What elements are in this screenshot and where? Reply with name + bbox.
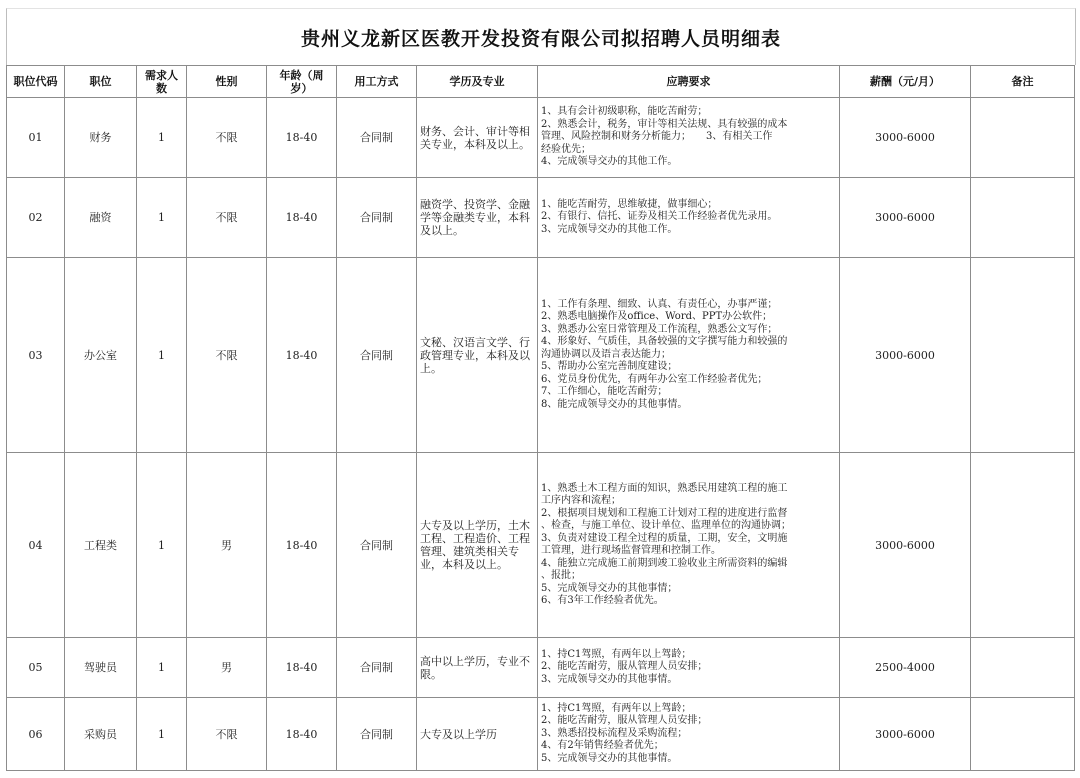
cell-education: 大专及以上学历，土木工程、工程造价、工程管理、建筑类相关专业，本科及以上。	[417, 453, 538, 638]
cell-count: 1	[137, 698, 187, 771]
cell-gender: 男	[187, 453, 267, 638]
cell-code: 05	[7, 638, 65, 698]
requirement-line: 8、能完成领导交办的其他事情。	[541, 398, 688, 410]
requirement-line: 、报批；	[541, 570, 581, 581]
cell-salary: 3000-6000	[840, 98, 971, 178]
header-requirements: 应聘要求	[538, 66, 840, 98]
requirement-line: 、检查，与施工单位、设计单位、监理单位的沟通协调；	[541, 520, 791, 531]
requirement-line: 管理、风险控制和财务分析能力； 3、有相关工作	[541, 131, 773, 143]
table-row	[7, 178, 1075, 258]
requirement-line: 1、熟悉土木工程方面的知识，熟悉民用建筑工程的施工	[541, 482, 788, 494]
cell-count: 1	[137, 638, 187, 698]
cell-gender: 不限	[187, 698, 267, 771]
requirement-line: 2、根据项目规划和工程施工计划对工程的进度进行监督	[541, 507, 788, 519]
cell-code: 02	[7, 178, 65, 258]
cell-remarks	[971, 178, 1075, 258]
cell-position: 财务	[65, 98, 137, 178]
cell-count: 1	[137, 453, 187, 638]
cell-gender: 不限	[187, 178, 267, 258]
cell-position: 驾驶员	[65, 638, 137, 698]
requirement-line: 工序内容和流程；	[541, 495, 621, 506]
cell-education: 高中以上学历，专业不限。	[417, 638, 538, 698]
cell-remarks	[971, 638, 1075, 698]
requirement-line: 4、完成领导交办的其他工作。	[541, 156, 678, 168]
table-row	[7, 698, 1075, 771]
recruitment-table	[6, 65, 1075, 771]
requirement-line: 沟通协调以及语言表达能力；	[541, 348, 671, 360]
cell-employment: 合同制	[337, 638, 417, 698]
table-row	[7, 258, 1075, 453]
header-position: 职位	[65, 66, 137, 98]
cell-position: 融资	[65, 178, 137, 258]
table-row	[7, 453, 1075, 638]
requirement-line: 2、熟悉电脑操作及office、Word、PPT办公软件；	[541, 311, 773, 323]
cell-salary: 3000-6000	[840, 453, 971, 638]
cell-remarks	[971, 453, 1075, 638]
requirement-line: 3、熟悉办公室日常管理及工作流程，熟悉公文写作；	[541, 323, 778, 335]
cell-salary: 2500-4000	[840, 638, 971, 698]
header-age: 年龄（周岁）	[267, 66, 337, 98]
cell-education: 大专及以上学历	[417, 698, 538, 771]
header-remarks: 备注	[971, 66, 1075, 98]
header-count: 需求人数	[137, 66, 187, 98]
requirement-line: 7、工作细心，能吃苦耐劳；	[541, 386, 668, 398]
cell-age: 18-40	[267, 698, 337, 771]
cell-education: 融资学、投资学、金融学等金融类专业，本科及以上。	[417, 178, 538, 258]
cell-requirements	[538, 98, 840, 178]
requirement-line: 2、有银行、信托、证券及相关工作经验者优先录用。	[541, 211, 778, 223]
cell-requirements	[538, 698, 840, 771]
requirement-line: 2、能吃苦耐劳，服从管理人员安排；	[541, 661, 708, 673]
cell-age: 18-40	[267, 98, 337, 178]
requirement-line: 1、具有会计初级职称，能吃苦耐劳；	[541, 106, 708, 118]
requirement-line: 4、形象好、气质佳，具备较强的文字撰写能力和较强的	[541, 336, 788, 348]
table-row	[7, 98, 1075, 178]
cell-salary: 3000-6000	[840, 698, 971, 771]
cell-age: 18-40	[267, 178, 337, 258]
cell-employment: 合同制	[337, 698, 417, 771]
cell-requirements	[538, 453, 840, 638]
requirement-line: 6、党员身份优先，有两年办公室工作经验者优先；	[541, 373, 768, 385]
requirement-line: 3、完成领导交办的其他工作。	[541, 223, 678, 235]
cell-count: 1	[137, 258, 187, 453]
cell-code: 03	[7, 258, 65, 453]
header-gender: 性别	[187, 66, 267, 98]
cell-requirements	[538, 638, 840, 698]
cell-code: 01	[7, 98, 65, 178]
cell-employment: 合同制	[337, 258, 417, 453]
cell-employment: 合同制	[337, 178, 417, 258]
header-salary: 薪酬（元/月）	[840, 66, 971, 98]
table-header-row	[7, 66, 1075, 98]
cell-age: 18-40	[267, 638, 337, 698]
header-code: 职位代码	[7, 66, 65, 98]
requirement-line: 4、能独立完成施工前期到竣工验收业主所需资料的编辑	[541, 557, 788, 569]
requirement-line: 5、完成领导交办的其他事情；	[541, 582, 678, 594]
requirement-line: 6、有3年工作经验者优先。	[541, 595, 664, 606]
requirement-line: 5、完成领导交办的其他事情。	[541, 752, 678, 764]
cell-code: 04	[7, 453, 65, 638]
requirement-line: 1、持C1驾照，有两年以上驾龄；	[541, 648, 692, 660]
table-row	[7, 638, 1075, 698]
cell-gender: 不限	[187, 258, 267, 453]
requirement-line: 2、熟悉会计，税务，审计等相关法规、具有较强的成本	[541, 118, 788, 130]
cell-position: 采购员	[65, 698, 137, 771]
cell-count: 1	[137, 98, 187, 178]
requirement-line: 经验优先；	[541, 143, 591, 155]
cell-salary: 3000-6000	[840, 178, 971, 258]
header-employment: 用工方式	[337, 66, 417, 98]
requirement-line: 1、持C1驾照，有两年以上驾龄；	[541, 702, 692, 714]
cell-remarks	[971, 258, 1075, 453]
requirement-line: 4、有2年销售经验者优先；	[541, 740, 664, 752]
cell-employment: 合同制	[337, 453, 417, 638]
cell-age: 18-40	[267, 453, 337, 638]
cell-count: 1	[137, 178, 187, 258]
cell-education: 财务、会计、审计等相关专业，本科及以上。	[417, 98, 538, 178]
requirement-line: 5、帮助办公室完善制度建设；	[541, 361, 678, 373]
cell-requirements	[538, 178, 840, 258]
cell-requirements	[538, 258, 840, 453]
cell-position: 工程类	[65, 453, 137, 638]
requirement-line: 3、熟悉招投标流程及采购流程；	[541, 727, 688, 739]
cell-age: 18-40	[267, 258, 337, 453]
cell-code: 06	[7, 698, 65, 771]
requirement-line: 3、完成领导交办的其他事情。	[541, 673, 678, 685]
cell-remarks	[971, 698, 1075, 771]
requirement-line: 1、能吃苦耐劳，思维敏捷，做事细心；	[541, 198, 718, 210]
cell-remarks	[971, 98, 1075, 178]
cell-gender: 不限	[187, 98, 267, 178]
requirement-line: 工管理，进行现场监督管理和控制工作。	[541, 545, 721, 556]
cell-gender: 男	[187, 638, 267, 698]
header-education: 学历及专业	[417, 66, 538, 98]
requirement-line: 3、负责对建设工程全过程的质量，工期，安全，文明施	[541, 532, 788, 544]
cell-position: 办公室	[65, 258, 137, 453]
requirement-line: 1、工作有条理、细致、认真、有责任心，办事严谨；	[541, 298, 778, 310]
cell-salary: 3000-6000	[840, 258, 971, 453]
requirement-line: 2、能吃苦耐劳，服从管理人员安排；	[541, 715, 708, 727]
cell-employment: 合同制	[337, 98, 417, 178]
page-title: 贵州义龙新区医教开发投资有限公司拟招聘人员明细表	[6, 8, 1076, 65]
cell-education: 文秘、汉语言文学、行政管理专业，本科及以上。	[417, 258, 538, 453]
